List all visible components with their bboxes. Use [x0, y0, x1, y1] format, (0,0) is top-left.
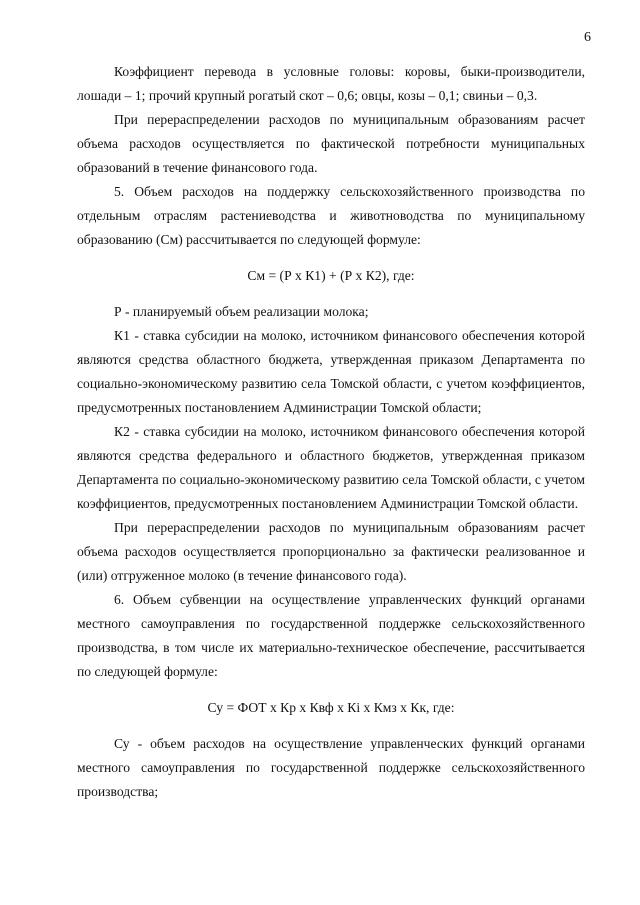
paragraph-definition-k1: К1 - ставка субсидии на молоко, источником финансового обеспечения которой являются средства областного бюджета, утвержденная приказом Департамента по социально-экономическому развитию села Томской области, с учетом коэффициентов, предусмотренных постановлением Администрации Томской области;: [77, 328, 585, 415]
paragraph-item-6: 6. Объем субвенции на осуществление управленческих функций органами местного самоуправления по государственной поддержке сельскохозяйственного производства, в том числе их материально-техническое обеспечение, рассчитывается по следующей формуле:: [77, 592, 585, 679]
paragraph-definition-su: Су - объем расходов на осуществление управленческих функций органами местного самоуправления по государственной поддержке сельскохозяйственного производства;: [77, 736, 585, 799]
formula-su: Су = ФОТ х Кр х Квф х Кi х Кмз х Кк, где:: [207, 700, 455, 715]
formula-cm: См = (Р х К1) + (Р х К2), где:: [247, 268, 415, 283]
paragraph-conversion-coefficient: Коэффициент перевода в условные головы: коровы, быки-производители, лошади – 1; прочий крупный рогатый скот – 0,6; овцы, козы – 0,1; свиньи – 0,3.: [77, 64, 585, 103]
paragraph-definition-k2: К2 - ставка субсидии на молоко, источником финансового обеспечения которой являются средства федерального и областного бюджетов, утвержденная приказом Департамента по социально-экономическому развитию села Томской области, с учетом коэффициентов, предусмотренных постановлением Администрации Томской области.: [77, 424, 585, 511]
paragraph-item-5: 5. Объем расходов на поддержку сельскохозяйственного производства по отдельным отраслям растениеводства и животноводства по муниципальному образованию (См) рассчитывается по следующей формуле:: [77, 184, 585, 247]
paragraph-definition-p: Р - планируемый объем реализации молока;: [114, 304, 369, 319]
paragraph-redistribution-need: При перераспределении расходов по муниципальным образованиям расчет объема расходов осуществляется по фактической потребности муниципальных образований в течение финансового года.: [77, 112, 585, 175]
paragraph-redistribution-milk: При перераспределении расходов по муниципальным образованиям расчет объема расходов осуществляется пропорционально за фактически реализованное и (или) отгруженное молоко (в течение финансового года).: [77, 520, 585, 583]
page-number: 6: [584, 30, 591, 45]
document-body: [77, 60, 585, 804]
